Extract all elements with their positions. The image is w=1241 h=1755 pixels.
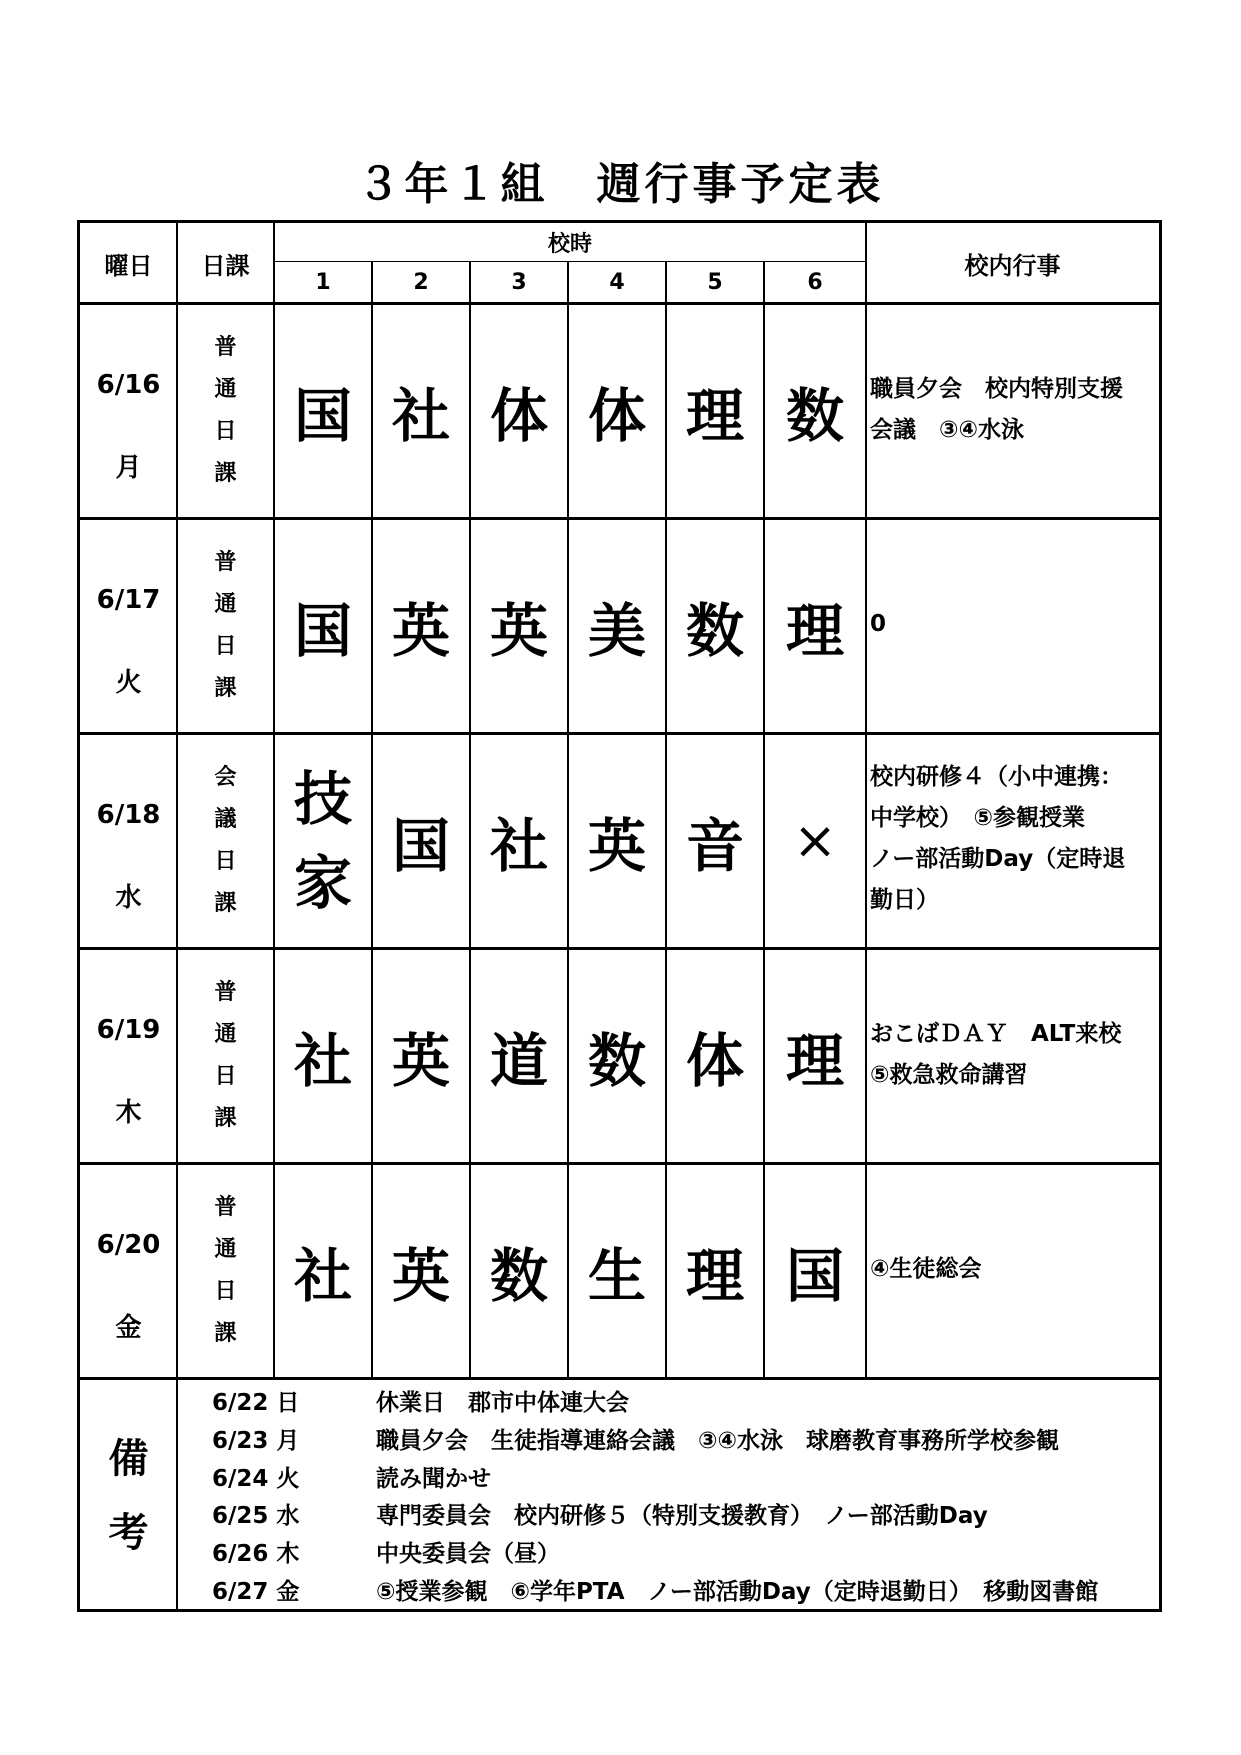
subject-cell: 美 [587,597,646,665]
subject-cell: 国 [391,812,450,880]
subject-cell: 数 [489,1242,548,1310]
subject-cell: 社 [391,382,450,450]
day-of-week: 金 [115,1312,142,1343]
remark-date: 6/24 火 [212,1466,300,1492]
nikka-type: 普 通 日 課 [214,335,237,486]
nikka-type: 普 通 日 課 [214,1195,237,1346]
subject-cell: 体 [685,1027,744,1095]
subject-cell: 社 [489,812,548,880]
day-date: 6/20 [96,1230,161,1260]
remark-text: 職員夕会 生徒指導連絡会議 ③④水泳 球磨教育事務所学校参観 [376,1428,1059,1454]
remark-date: 6/26 木 [212,1541,300,1567]
event-line: 会議 ③④水泳 [870,417,1024,443]
subject-cell: 道 [489,1027,548,1095]
header-periods-label: 校時 [547,231,592,257]
subject-cell: 英 [391,1242,450,1310]
subject-cell: 国 [293,382,352,450]
remark-text: 専門委員会 校内研修５（特別支援教育） ノー部活動Day [376,1503,988,1529]
subject-cell: 国 [293,597,352,665]
subject-cell: 英 [391,597,450,665]
event-line: ノー部活動Day（定時退 [870,846,1126,872]
event-line: ⑤救急救命講習 [870,1062,1028,1088]
subject-cell: 社 [293,1242,352,1310]
header-period-6: 6 [807,270,823,295]
header-period-5: 5 [707,270,723,295]
subject-cell: 数 [785,382,844,450]
day-of-week: 水 [115,882,142,913]
subject-cell: 音 [685,812,744,880]
subject-cell: 技 家 [293,765,352,917]
remark-text: 休業日 郡市中体連大会 [376,1390,629,1416]
subject-cell: 体 [489,382,548,450]
nikka-type: 普 通 日 課 [214,980,237,1131]
header-period-1: 1 [315,270,331,295]
day-date: 6/18 [96,800,161,830]
event-line: 校内研修４（小中連携： [870,764,1123,790]
remark-date: 6/23 月 [212,1428,300,1454]
subject-cell: 理 [785,1027,844,1095]
day-of-week: 火 [115,667,142,698]
subject-cell: 英 [587,812,646,880]
no-class-mark: × [793,811,837,871]
event-line: おこばＤＡＹ ALT来校 [870,1021,1122,1047]
nikka-type: 普 通 日 課 [214,550,237,701]
remark-date: 6/27 金 [212,1579,300,1605]
subject-cell: 英 [391,1027,450,1095]
day-date: 6/19 [96,1015,161,1045]
header-period-3: 3 [511,270,527,295]
event-line: 中学校） ⑤参観授業 [870,805,1085,831]
remark-date: 6/25 水 [212,1503,300,1529]
event-line: ④生徒総会 [870,1256,982,1282]
remark-text: 中央委員会（昼） [376,1541,560,1567]
header-events: 校内行事 [964,251,1061,280]
remark-text: 読み聞かせ [376,1466,491,1492]
remarks-label: 備 考 [108,1436,149,1556]
header-period-2: 2 [413,270,429,295]
day-of-week: 木 [115,1097,142,1128]
subject-cell: 体 [587,382,646,450]
event-line: 0 [870,611,887,637]
header-nikka: 日課 [201,251,250,280]
subject-cell: 国 [785,1242,844,1310]
day-of-week: 月 [115,452,142,483]
subject-cell: 社 [293,1027,352,1095]
day-date: 6/17 [96,585,161,615]
nikka-type: 会 議 日 課 [214,765,237,916]
subject-cell: 数 [587,1027,646,1095]
subject-cell: 理 [785,597,844,665]
remark-date: 6/22 日 [212,1390,300,1416]
event-line: 職員夕会 校内特別支援 [870,376,1123,402]
header-day: 曜日 [104,251,153,280]
subject-cell: 理 [685,382,744,450]
day-date: 6/16 [96,370,161,400]
page-title: ３年１組 週行事予定表 [356,159,885,210]
subject-cell: 生 [587,1242,646,1310]
subject-cell: 理 [685,1242,744,1310]
header-period-4: 4 [609,270,625,295]
event-line: 勤日） [870,887,939,913]
remark-text: ⑤授業参観 ⑥学年PTA ノー部活動Day（定時退勤日） 移動図書館 [376,1579,1099,1605]
subject-cell: 英 [489,597,548,665]
subject-cell: 数 [685,597,744,665]
